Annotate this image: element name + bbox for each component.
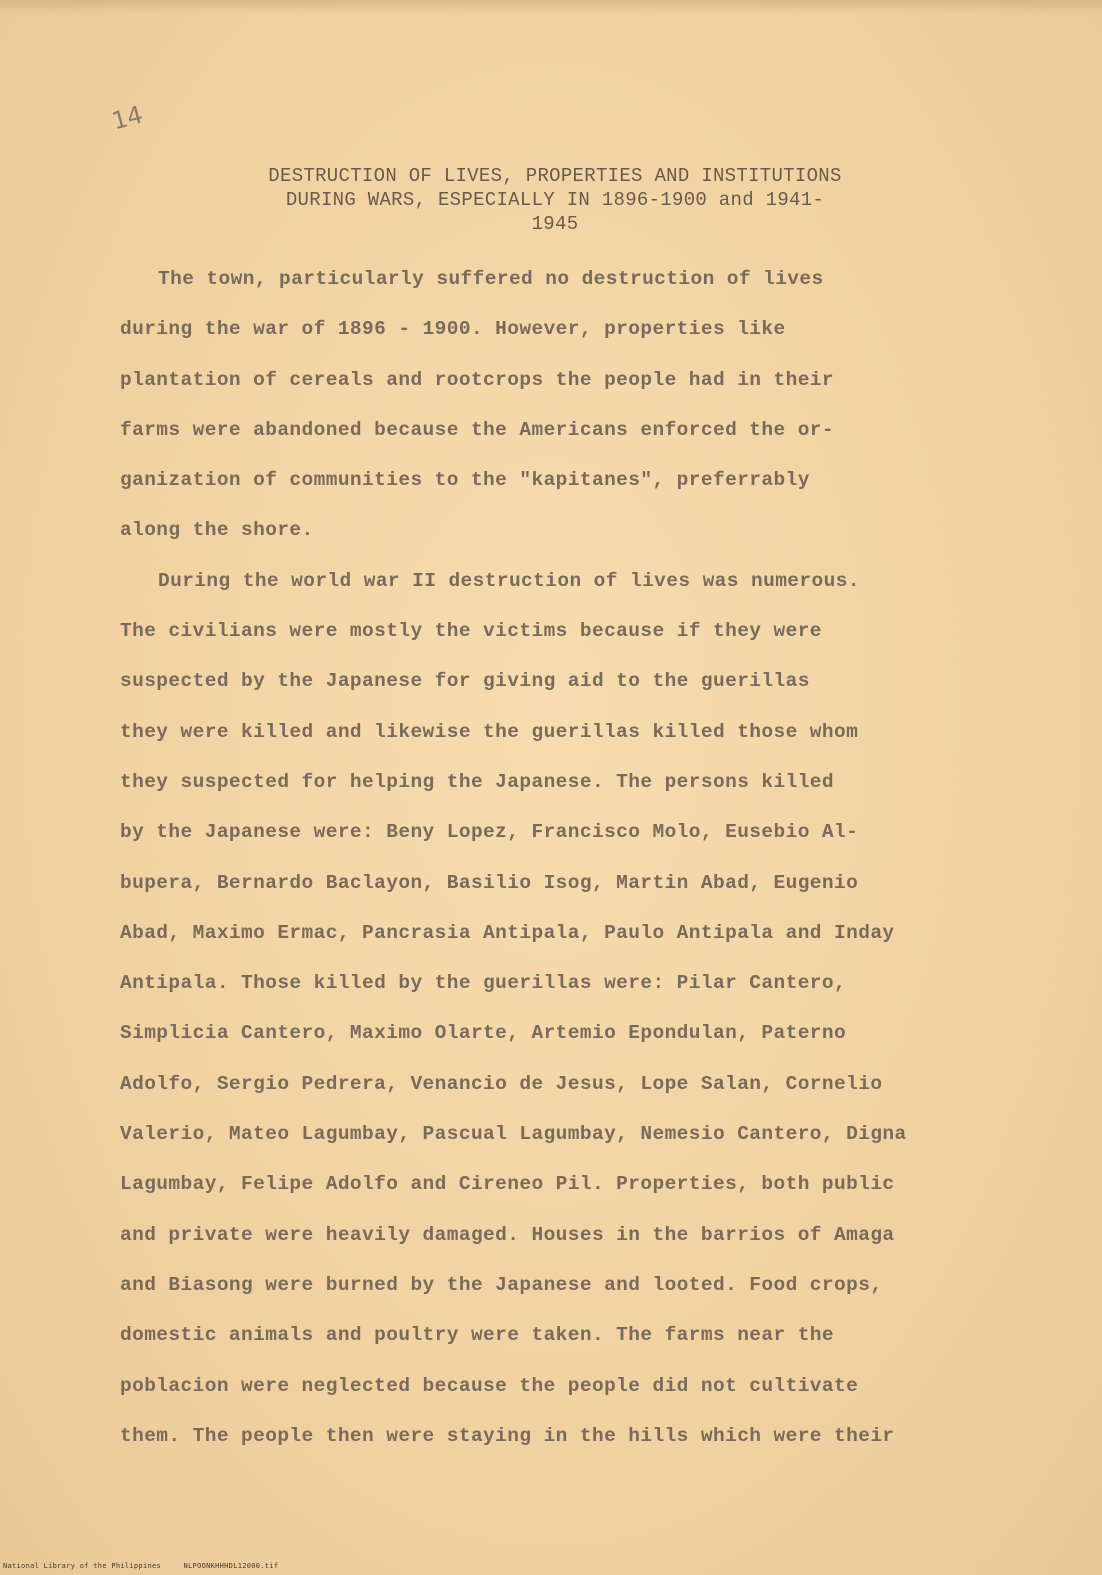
paragraph-2-line: domestic animals and poultry were taken. The farms near the — [120, 1324, 835, 1347]
paragraph-2-line: they were killed and likewise the guerillas killed those whom — [120, 720, 859, 743]
footer-file-id: NLPOONKHHHDL12000.tif — [183, 1562, 279, 1570]
page-number-mark: 14 — [108, 100, 146, 136]
paragraph-2-line: and private were heavily damaged. Houses in the barrios of Amaga — [120, 1223, 895, 1246]
paragraph-2-line: Lagumbay, Felipe Adolfo and Cireneo Pil. Properties, both public — [120, 1173, 895, 1196]
paragraph-1-line: plantation of cereals and rootcrops the people had in their — [120, 368, 835, 391]
paragraph-2-line: by the Japanese were: Beny Lopez, Francisco Molo, Eusebio Al- — [120, 821, 859, 844]
paragraph-2-line: Valerio, Mateo Lagumbay, Pascual Lagumbay, Nemesio Cantero, Digna — [120, 1123, 907, 1146]
title-line: DURING WARS, ESPECIALLY IN 1896-1900 and 1941- — [285, 189, 825, 211]
paragraph-2-line: bupera, Bernardo Baclayon, Basilio Isog, Martin Abad, Eugenio — [120, 871, 859, 894]
paragraph-2-line: The civilians were mostly the victims because if they were — [120, 620, 822, 643]
paragraph-2-line: Simplicia Cantero, Maximo Olarte, Artemio Epondulan, Paterno — [120, 1022, 847, 1045]
paragraph-2-line: they suspected for helping the Japanese. The persons killed — [120, 770, 835, 793]
paragraph-2-line: and Biasong were burned by the Japanese and looted. Food crops, — [120, 1273, 883, 1296]
title-line: 1945 — [531, 213, 579, 235]
footer-institution: National Library of the Philippines — [3, 1562, 162, 1570]
paragraph-2-line: poblacion were neglected because the people did not cultivate — [120, 1374, 859, 1397]
scan-footer — [3, 1562, 296, 1570]
paragraph-1-line: during the war of 1896 - 1900. However, properties like — [120, 318, 786, 341]
document-body — [120, 262, 940, 1469]
paragraph-2-line: suspected by the Japanese for giving aid to the guerillas — [120, 670, 810, 693]
paragraph-1-line: ganization of communities to the "kapitanes", preferrably — [120, 469, 810, 492]
paragraph-2-line: Abad, Maximo Ermac, Pancrasia Antipala, Paulo Antipala and Inday — [120, 921, 895, 944]
paragraph-1-line: farms were abandoned because the Americans enforced the or- — [120, 418, 835, 441]
paragraph-2-line: Antipala. Those killed by the guerillas were: Pilar Cantero, — [120, 972, 847, 995]
page-top-edge — [0, 0, 1102, 14]
document-title — [200, 164, 910, 236]
paragraph-2-line: During the world war II destruction of lives was numerous. — [158, 569, 860, 592]
title-line: DESTRUCTION OF LIVES, PROPERTIES AND INSTITUTIONS — [268, 165, 842, 187]
paragraph-2-line: Adolfo, Sergio Pedrera, Venancio de Jesus, Lope Salan, Cornelio — [120, 1072, 883, 1095]
paragraph-1-line: The town, particularly suffered no destruction of lives — [158, 268, 824, 290]
paragraph-1-line: along the shore. — [120, 519, 314, 542]
paragraph-2-line: them. The people then were staying in the hills which were their — [120, 1424, 895, 1447]
